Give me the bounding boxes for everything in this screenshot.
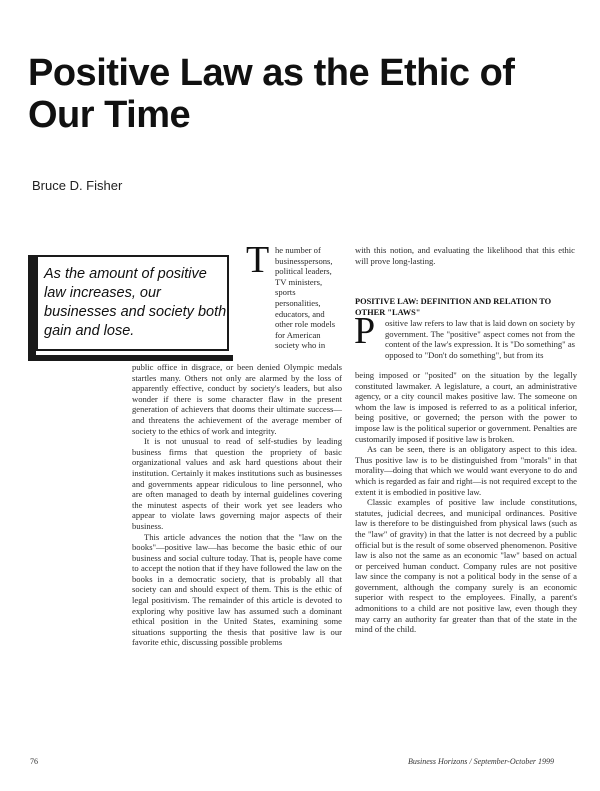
column1-para2: It is not unusual to read of self-studies by leading business firms that question the propriety of basic organizational values and ask hard questions about their institution. Certainly it makes institutions such as businesses and governments appear ridiculous to line personnel, who are often managed to death by internal guidelines covering the minutest aspects of their work yet see leaders who appear to violate laws governing major aspects of their business. xyxy=(132,436,342,531)
column1-para1: public office in disgrace, or been denied Olympic medals startles many. Others not only are alarmed by the loss of apparently effective, conduct by society's leaders, but also wonder if there is some character flaw in the present generation of achievers that dooms their ultimate success—and threatens the achievement of the average member of society to the ethics of work and integrity. xyxy=(132,362,342,436)
column1-intro-text: he number of businesspersons, political leaders, TV ministers, sports personalities, educators, and other role models for American society who in xyxy=(275,245,336,351)
column2-para1: with this notion, and evaluating the likelihood that this ethic will prove long-lasting. xyxy=(355,245,575,266)
column1-body xyxy=(132,362,342,746)
author-byline: Bruce D. Fisher xyxy=(32,178,123,193)
column2-para3: As can be seen, there is an obligatory aspect to this idea. Thus positive law is to be distinguished from "morals" in that morality—doing that which we would want everyone to do and which is regarded as fair and right—is not required except to the extent it is embodied in positive law. xyxy=(355,444,577,497)
article-title: Positive Law as the Ethic of Our Time xyxy=(28,52,515,136)
column2-para4: Classic examples of positive law include constitutions, statutes, judicial decrees, and municipal ordinances. Positive law is therefore to be distinguished from physical laws (such as the "law" of gravity) in that the latter is not decreed by a public official but is the result of some observed phenomenon. Positive law is also not the same as an economic "law" based on actual or perceived human conduct. Company rules are not positive law since the company is not a political body in the sense of a government, although the company surely is an economic superior with respect to the employees. Finally, a parent's admonitions to a child are not positive law, even though they may carry an authority far greater than that of the state in the mind of the child. xyxy=(355,497,577,635)
column2-para2-rest: being imposed or "posited" on the situation by the legally constituted lawmaker. A legislature, a court, an administrative agency, or a city council makes positive law. The someone on whom the law is imposed is referred to as a political inferior, being positive, or governed; the person with the power to impose law is the political superior or government. Penalties are customarily imposed if positive law is broken. xyxy=(355,370,577,444)
column1-para3: This article advances the notion that the "law on the books"—positive law—has become the basic ethic of our business and social culture today. That is, people have come to accept the notion that if they have followed the law on the books in a democratic society, that is probably all that society can and should expect of them. This is the ethic of legal positivism. The remainder of this article is devoted to exploring why positive law has assumed such a dominant ethical position in the United States, examining some situations supporting the thesis that positive law is our favorite ethic, discussing possible problems xyxy=(132,531,342,648)
pull-quote-shadow-bottom xyxy=(28,355,233,361)
section-heading: POSITIVE LAW: DEFINITION AND RELATION TO OTHER "LAWS" xyxy=(355,297,552,317)
column2-intro xyxy=(385,318,575,370)
column2-body xyxy=(355,370,577,748)
pull-quote xyxy=(28,255,233,361)
dropcap-t: T xyxy=(246,239,270,281)
page-number: 76 xyxy=(30,757,38,766)
dropcap-p: P xyxy=(354,310,376,352)
column1-intro xyxy=(275,245,341,351)
journal-footer: Business Horizons / September-October 1999 xyxy=(408,757,555,766)
pull-quote-shadow-left xyxy=(28,255,36,361)
column2-para2-intro: ositive law refers to law that is laid down on society by government. The "positive" aspect comes not from the content of the law's expression. It is "Do something" as opposed to "Don't do something", but from its xyxy=(385,318,575,360)
column2-top xyxy=(355,245,575,269)
pull-quote-text: As the amount of positive law increases, our businesses and society both gain and lose. xyxy=(44,266,227,339)
